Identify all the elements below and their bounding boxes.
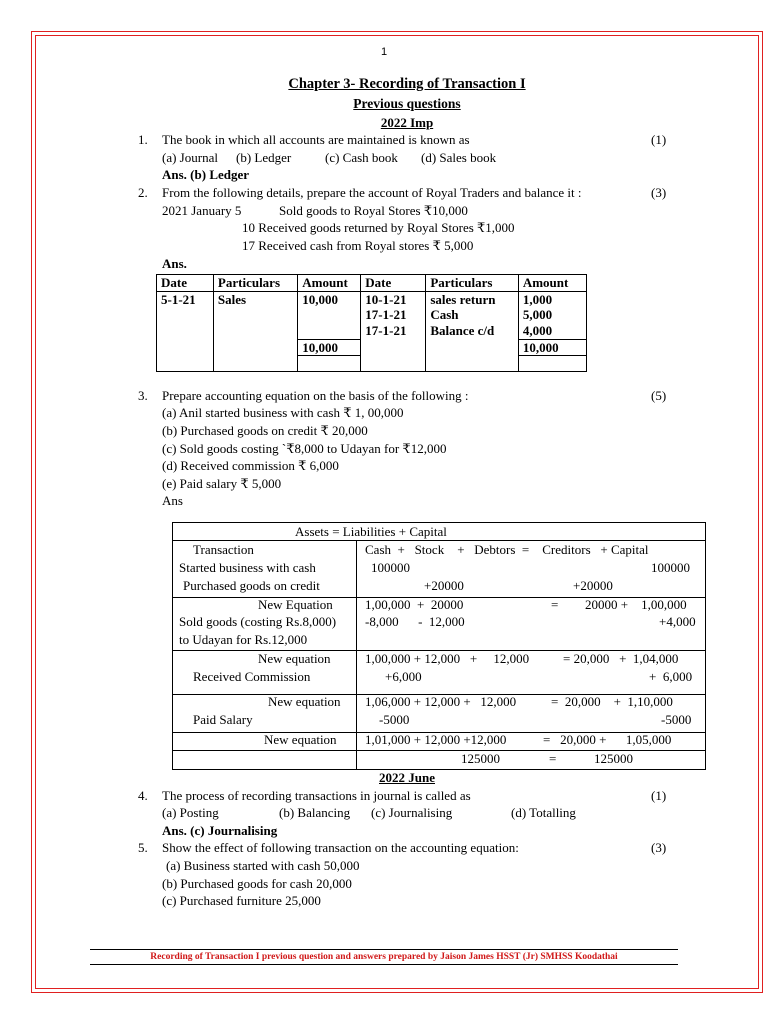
credit-particular: sales return (430, 291, 496, 307)
question-5-marks: (3) (651, 840, 667, 855)
question-3-text: Prepare accounting equation on the basis of the following : (162, 388, 469, 403)
equation-value: -8,000 - 12,000 (365, 614, 465, 629)
equation-value: +6,000 (385, 669, 422, 684)
answer-label: Ans. (162, 256, 187, 271)
answer: Ans. (c) Journalising (162, 823, 278, 838)
header-cell: Amount (298, 275, 361, 292)
option: (d) Sales book (421, 150, 497, 165)
option: (a) Journal (162, 150, 218, 165)
transaction-label: Sold goods (costing Rs.8,000) (179, 614, 337, 629)
transaction-label: Paid Salary (193, 712, 253, 727)
question-5-text: Show the effect of following transaction on the accounting equation: (162, 840, 519, 855)
question-2-text: From the following details, prepare the account of Royal Traders and balance it : (162, 185, 582, 200)
list-item: (b) Purchased goods for cash 20,000 (162, 876, 352, 891)
option: (d) Totalling (511, 805, 576, 820)
equation-value: +4,000 (659, 614, 696, 629)
accounting-equation-table (172, 522, 706, 770)
equation-value: -5000 (661, 712, 692, 727)
transaction-label: to Udayan for Rs.12,000 (179, 632, 308, 647)
total-value: 125000 (461, 751, 500, 766)
list-item: (c) Sold goods costing `₹8,000 to Udayan for ₹12,000 (162, 441, 447, 456)
equation-value: 1,00,000 + 20000 (365, 597, 464, 612)
equation-value: -5000 (379, 712, 410, 727)
page-number: 1 (380, 46, 388, 58)
option: (b) Balancing (279, 805, 351, 820)
chapter-title: Chapter 3- Recording of Transaction I (288, 76, 526, 92)
ledger-account-table (156, 274, 587, 372)
option: (c) Cash book (325, 150, 398, 165)
debit-amount: 10,000 (302, 291, 339, 307)
section-heading-2022-june: 2022 June (379, 770, 435, 785)
question-2-marks: (3) (651, 185, 667, 200)
credit-particular: Cash (430, 307, 459, 322)
row-divider (173, 540, 705, 541)
new-equation-label: New equation (264, 732, 337, 747)
footer-text: Recording of Transaction I previous question and answers prepared by Jaison James HSST (Jr) SMHSS Koodathai (150, 952, 618, 962)
question-4-text: The process of recording transactions in journal is called as (162, 788, 471, 803)
question-number: 3. (138, 388, 148, 403)
column-header-equation: Cash + Stock + Debtors = Creditors + Capital (365, 542, 649, 557)
question-number: 5. (138, 840, 148, 855)
equation-value: = (551, 597, 559, 612)
transaction-line: 17 Received cash from Royal stores ₹ 5,000 (242, 238, 474, 253)
footer-rule-top (90, 949, 678, 950)
answer-label: Ans (162, 493, 183, 508)
new-equation-label: New Equation (258, 597, 333, 612)
equation-value: +20000 (573, 578, 613, 593)
option: (c) Journalising (371, 805, 453, 820)
equation-value: + 6,000 (649, 669, 693, 684)
equation-value: 1,01,000 + 12,000 +12,000 (365, 732, 507, 747)
question-number: 1. (138, 132, 148, 147)
header-cell: Date (157, 275, 214, 292)
total-equals: = (549, 751, 557, 766)
table-header-row (157, 275, 587, 292)
equation-value: 1,06,000 + 12,000 + 12,000 (365, 694, 517, 709)
credit-date: 17-1-21 (365, 322, 407, 338)
question-number: 4. (138, 788, 148, 803)
list-item: (a) Business started with cash 50,000 (166, 858, 360, 873)
equation-value: = 20,000 + 1,10,000 (551, 694, 673, 709)
column-divider (356, 540, 357, 769)
debit-amount-cell (298, 291, 361, 371)
header-cell: Amount (518, 275, 586, 292)
equation-value: 100000 (371, 560, 410, 575)
header-cell: Date (361, 275, 426, 292)
list-item: (a) Anil started business with cash ₹ 1, 00,000 (162, 405, 404, 420)
debit-total-rule (298, 355, 360, 371)
subtitle: Previous questions (353, 96, 461, 111)
debit-date: 5-1-21 (157, 291, 214, 371)
credit-total: 10,000 (519, 339, 586, 355)
credit-amount: 1,000 (522, 291, 553, 307)
credit-amount: 5,000 (522, 307, 553, 322)
credit-date: 10-1-21 (365, 291, 407, 307)
transaction-label: Received Commission (193, 669, 311, 684)
debit-particulars: Sales (213, 291, 297, 371)
option: (a) Posting (162, 805, 219, 820)
credit-total-rule (519, 355, 586, 371)
answer: Ans. (b) Ledger (162, 167, 250, 182)
transaction-label: Purchased goods on credit (183, 578, 320, 593)
transaction-date: 2021 January 5 (162, 203, 242, 218)
equation-value: = 20,000 + 1,05,000 (543, 732, 672, 747)
question-4-marks: (1) (651, 788, 667, 803)
credit-particulars (426, 291, 519, 371)
header-cell: Particulars (426, 275, 519, 292)
transaction-line: 10 Received goods returned by Royal Stores ₹1,000 (242, 220, 515, 235)
equation-value: = 20,000 + 1,04,000 (563, 651, 679, 666)
new-equation-label: New equation (258, 651, 331, 666)
credit-amount: 4,000 (522, 322, 553, 338)
equation-value: 1,00,000 + 12,000 + 12,000 (365, 651, 530, 666)
credit-particular: Balance c/d (430, 322, 495, 338)
table-row (157, 291, 587, 371)
new-equation-label: New equation (268, 694, 341, 709)
option: (b) Ledger (236, 150, 292, 165)
list-item: (c) Purchased furniture 25,000 (162, 893, 321, 908)
question-3-marks: (5) (651, 388, 667, 403)
header-cell: Particulars (213, 275, 297, 292)
column-header-transaction: Transaction (193, 542, 254, 557)
equation-value: 20000 + 1,00,000 (585, 597, 687, 612)
transaction-label: Started business with cash (179, 560, 316, 575)
credit-date: 17-1-21 (365, 307, 407, 322)
debit-total: 10,000 (298, 339, 360, 355)
question-1-marks: (1) (651, 132, 667, 147)
question-number: 2. (138, 185, 148, 200)
equation-value: +20000 (424, 578, 464, 593)
list-item: (b) Purchased goods on credit ₹ 20,000 (162, 423, 368, 438)
list-item: (e) Paid salary ₹ 5,000 (162, 476, 282, 491)
credit-amount-cell (518, 291, 586, 371)
footer-rule-bottom (90, 964, 678, 965)
section-heading-2022-imp: 2022 Imp (380, 115, 434, 130)
credit-dates (361, 291, 426, 371)
total-value: 125000 (594, 751, 633, 766)
equation-value: 100000 (651, 560, 690, 575)
question-1-text: The book in which all accounts are maintained is known as (162, 132, 470, 147)
list-item: (d) Received commission ₹ 6,000 (162, 458, 339, 473)
transaction-line: Sold goods to Royal Stores ₹10,000 (279, 203, 468, 218)
equation-title: Assets = Liabilities + Capital (295, 524, 447, 539)
